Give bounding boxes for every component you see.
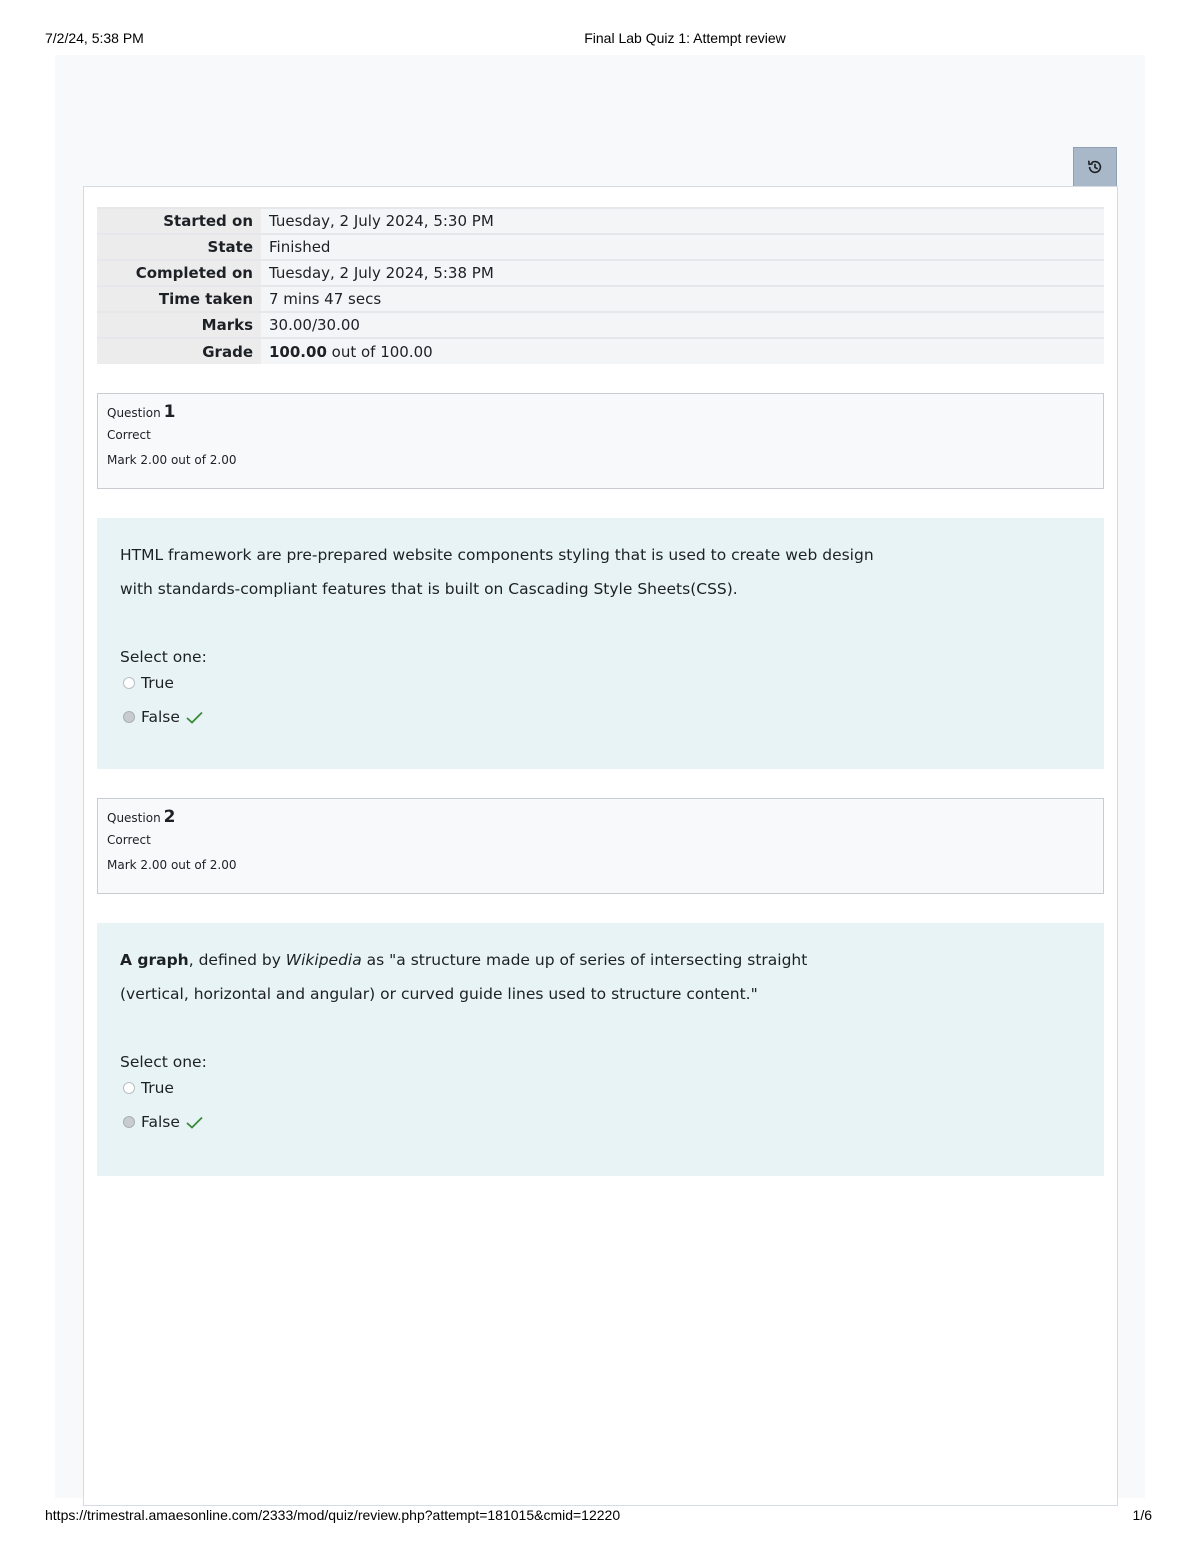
history-icon (1086, 158, 1104, 176)
answer-label: True (141, 674, 174, 692)
state-value: Finished (261, 234, 1104, 260)
summary-row-marks (97, 312, 1104, 338)
question-text (120, 943, 880, 1011)
print-datetime: 7/2/24, 5:38 PM (45, 30, 144, 46)
question-state: Correct (107, 833, 151, 847)
summary-row-grade (97, 338, 1104, 364)
question-2-info (97, 798, 1104, 894)
question-grade: Mark 2.00 out of 2.00 (107, 453, 237, 467)
print-header (0, 30, 1200, 50)
summary-row-state (97, 234, 1104, 260)
question-term: A graph (120, 951, 189, 969)
answer-prompt: Select one: (120, 648, 207, 666)
question-1-content (97, 518, 1104, 769)
print-footer (0, 1507, 1200, 1527)
grade-label: Grade (97, 338, 261, 364)
answer-option-true[interactable] (120, 1071, 1081, 1105)
question-text: HTML framework are pre-prepared website components styling that is used to create web design with standards-compliant features that is built on Cascading Style Sheets(CSS). (120, 546, 874, 598)
summary-row-time (97, 286, 1104, 312)
print-url: https://trimestral.amaesonline.com/2333/mod/quiz/review.php?attempt=181015&cmid=12220 (45, 1507, 621, 1523)
grade-out-of: out of 100.00 (326, 342, 433, 361)
answer-option-true[interactable] (120, 666, 1081, 700)
correct-check-icon (186, 1116, 203, 1129)
radio-true[interactable] (123, 1082, 135, 1094)
radio-false-selected[interactable] (123, 711, 135, 723)
marks-label: Marks (97, 312, 261, 338)
summary-row-completed (97, 260, 1104, 286)
print-page-number: 1/6 (1132, 1507, 1152, 1523)
question-number (107, 402, 1094, 422)
question-grade: Mark 2.00 out of 2.00 (107, 858, 237, 872)
question-label: Question (107, 406, 161, 420)
completed-value: Tuesday, 2 July 2024, 5:38 PM (261, 260, 1104, 286)
started-label: Started on (97, 208, 261, 234)
marks-value: 30.00/30.00 (261, 312, 1104, 338)
grade-value (261, 338, 1104, 364)
time-value: 7 mins 47 secs (261, 286, 1104, 312)
answer-prompt: Select one: (120, 1053, 207, 1071)
started-value: Tuesday, 2 July 2024, 5:30 PM (261, 208, 1104, 234)
answer-option-false[interactable] (120, 1105, 1081, 1139)
question-number-value: 2 (163, 807, 176, 827)
answer-label: False (141, 1113, 180, 1131)
attempt-summary-table (97, 207, 1104, 364)
question-state: Correct (107, 428, 151, 442)
question-1-info (97, 393, 1104, 489)
correct-check-icon (186, 711, 203, 724)
radio-false-selected[interactable] (123, 1116, 135, 1128)
question-source: Wikipedia (285, 951, 362, 969)
time-label: Time taken (97, 286, 261, 312)
question-number-value: 1 (163, 402, 176, 422)
answer-option-false[interactable] (120, 700, 1081, 734)
question-2-content (97, 923, 1104, 1176)
summary-row-started (97, 208, 1104, 234)
answer-label: True (141, 1079, 174, 1097)
history-button[interactable] (1073, 147, 1117, 187)
question-number (107, 807, 1094, 827)
completed-label: Completed on (97, 260, 261, 286)
grade-score: 100.00 (269, 342, 327, 361)
question-text-part: as "a structure made up of series of intersecting straight (vertical, horizontal and angular) or curved guide lines used to structure content." (120, 951, 808, 1003)
question-text-part: , defined by (188, 951, 286, 969)
print-title: Final Lab Quiz 1: Attempt review (584, 30, 786, 46)
question-label: Question (107, 811, 161, 825)
state-label: State (97, 234, 261, 260)
answer-label: False (141, 708, 180, 726)
radio-true[interactable] (123, 677, 135, 689)
